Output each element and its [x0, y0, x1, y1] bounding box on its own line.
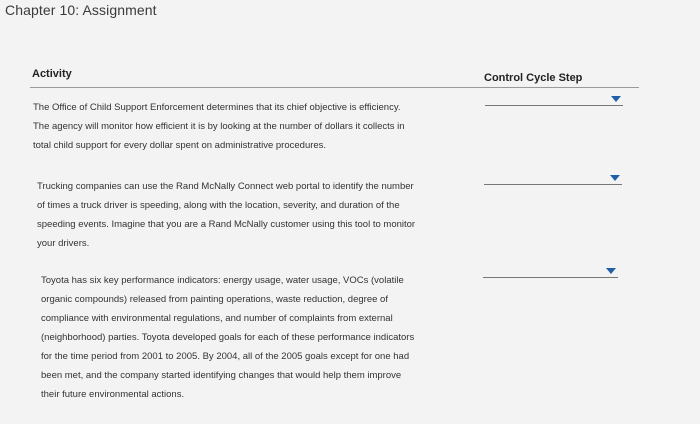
chevron-down-icon[interactable] — [611, 96, 621, 102]
chevron-down-icon[interactable] — [610, 175, 620, 181]
page-title: Chapter 10: Assignment — [5, 2, 157, 18]
activity-text-toyota — [41, 271, 481, 404]
text-line: your drivers. — [37, 238, 90, 249]
control-cycle-step-select-1[interactable] — [485, 91, 623, 106]
text-line: Toyota has six key performance indicators: energy usage, water usage, VOCs (volatile — [41, 275, 404, 286]
control-cycle-step-column-header: Control Cycle Step — [484, 72, 583, 84]
text-line: been met, and the company started identifying changes that would help them improve — [41, 370, 402, 381]
activity-text-trucking — [37, 177, 477, 253]
text-line: organic compounds) released from painting operations, waste reduction, degree of — [41, 294, 388, 305]
text-line: total child support for every dollar spent on administrative procedures. — [33, 140, 327, 151]
header-divider — [30, 87, 639, 88]
activity-column-header: Activity — [32, 68, 72, 80]
text-line: for the time period from 2001 to 2005. By 2004, all of the 2005 goals except for one had — [41, 351, 410, 362]
chevron-down-icon[interactable] — [606, 268, 616, 274]
activity-text-child-support — [33, 98, 473, 155]
control-cycle-step-select-2[interactable] — [484, 170, 622, 185]
text-line: Trucking companies can use the Rand McNally Connect web portal to identify the number — [37, 181, 414, 192]
control-cycle-step-select-3[interactable] — [483, 263, 618, 278]
text-line: compliance with environmental regulations, and number of complaints from external — [41, 313, 393, 324]
text-line: of times a truck driver is speeding, along with the location, severity, and duration of the — [37, 200, 400, 211]
text-line: The agency will monitor how efficient it is by looking at the number of dollars it collects in — [33, 121, 405, 132]
text-line: The Office of Child Support Enforcement determines that its chief objective is efficiency. — [33, 102, 401, 113]
text-line: their future environmental actions. — [41, 389, 185, 400]
text-line: speeding events. Imagine that you are a Rand McNally customer using this tool to monitor — [37, 219, 416, 230]
text-line: (neighborhood) parties. Toyota developed goals for each of these performance indicators — [41, 332, 415, 343]
